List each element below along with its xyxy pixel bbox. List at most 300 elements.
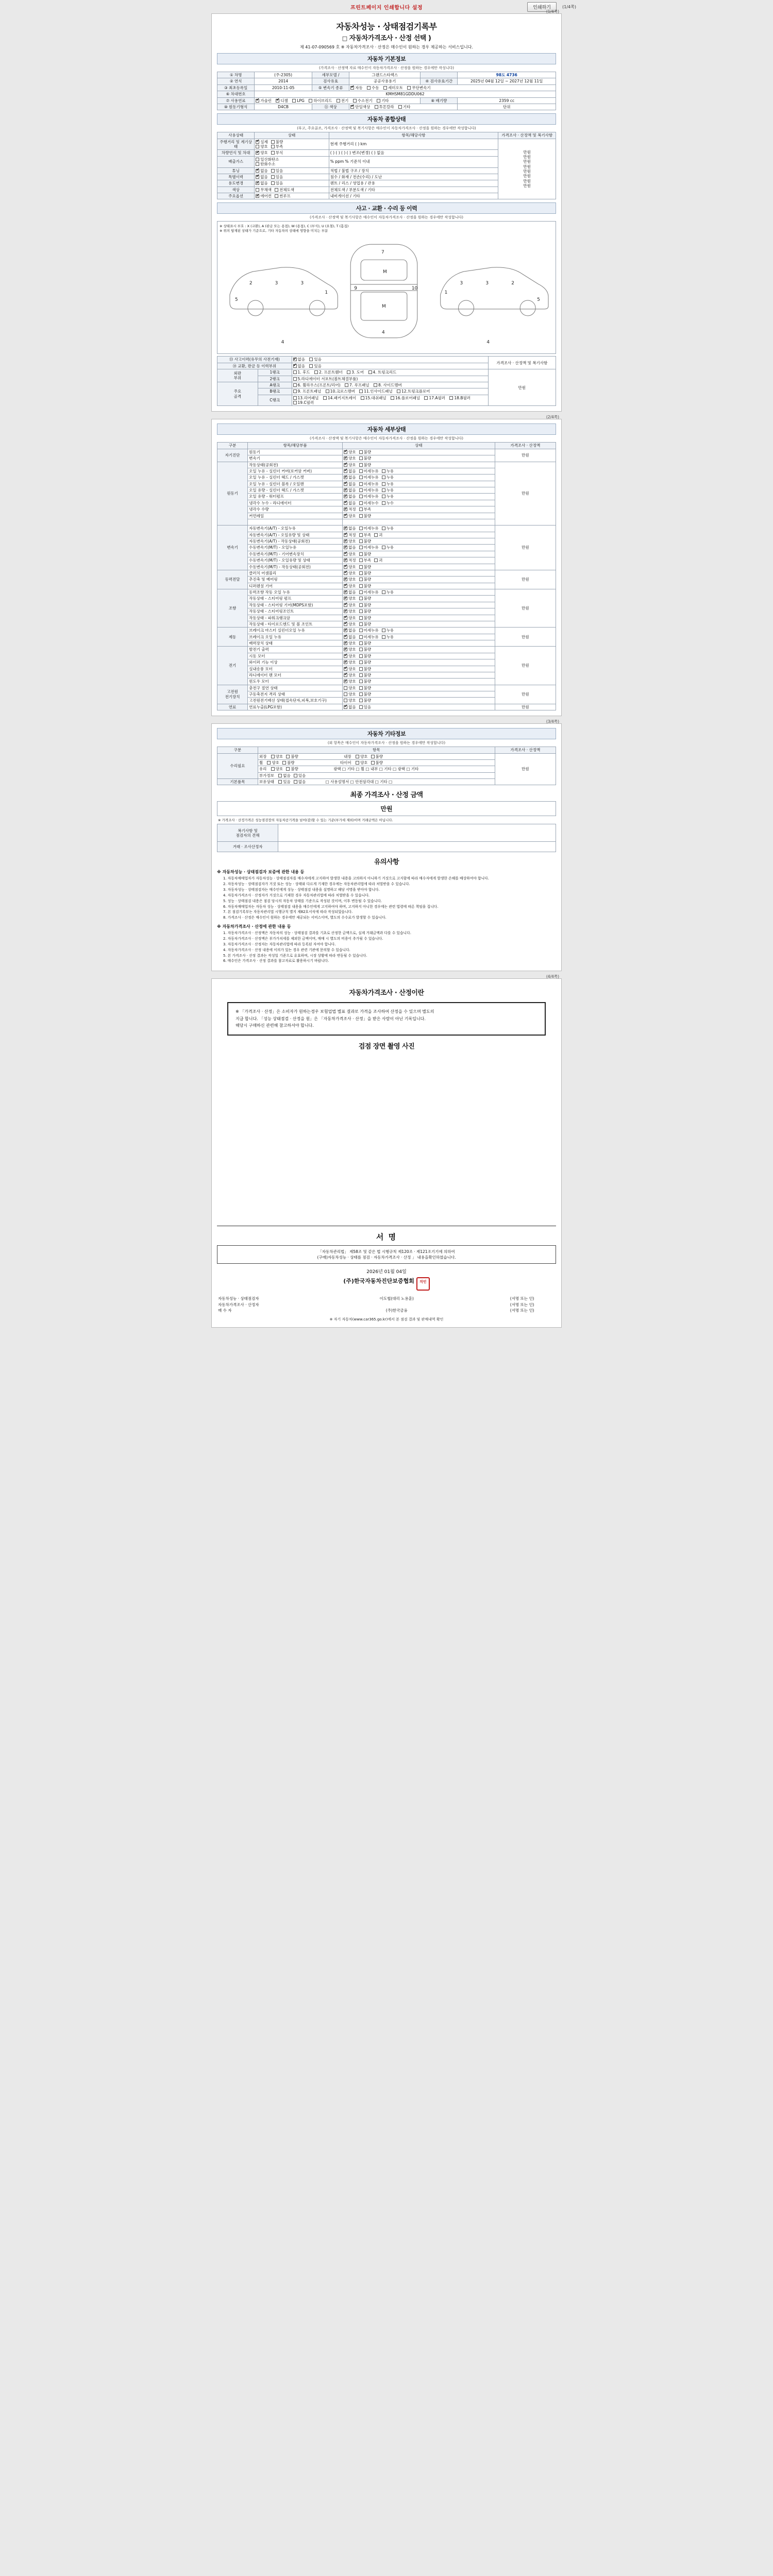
fuel-opt-hybrid[interactable]: 하이브리드 [309, 98, 332, 103]
frame-trunk-floor[interactable]: 12.트렁크플로어 [397, 389, 430, 394]
company-stamp-icon: 직인 [416, 1277, 430, 1291]
table-row [217, 91, 556, 97]
frame-package-tray[interactable]: 14.패키지트레이 [323, 396, 356, 400]
opt-leak[interactable]: 누유 [382, 628, 394, 633]
row-state-usechange [255, 180, 329, 187]
regdate-label: ③ 최초등록일 [217, 84, 255, 91]
frame-cross-member[interactable]: 10.크로스멤버 [326, 389, 355, 394]
etc-label-interior: 내장 [344, 754, 351, 759]
crash-history-label: ⑬ 사고이력(유무의 사전기재) [217, 357, 292, 363]
svg-text:3: 3 [485, 281, 489, 286]
opt-good[interactable]: 양호 [267, 760, 279, 765]
item-oil-amount: 오일 유량 - 실린더 헤드 / 가스켓 [248, 487, 343, 494]
opt-minor[interactable]: 미세누유 [359, 482, 379, 486]
opt-good[interactable]: ✔ 양호 [344, 571, 356, 575]
overall-table [217, 132, 556, 199]
fuel-opt-ev[interactable]: 전기 [337, 98, 349, 103]
opt-bad2[interactable]: 불량 [371, 754, 383, 759]
opt-minor[interactable]: 미세누수 [359, 501, 379, 505]
opt-bad[interactable]: 불량 [359, 603, 372, 607]
opt-good[interactable]: ✔ 양호 [344, 609, 356, 614]
opt-bad[interactable]: 불량 [282, 760, 295, 765]
item-at-leak: 자동변속기(A/T) - 오일누유 [248, 526, 343, 532]
opt-full[interactable]: 전체도색 [275, 188, 294, 192]
opt-leak[interactable]: 누유 [382, 545, 394, 550]
group-transmission: 변속기 [217, 526, 248, 570]
opt-bad[interactable]: 불량 [359, 565, 372, 569]
opt-good[interactable]: ✔ 양호 [344, 641, 356, 646]
opt-bad[interactable]: 불량 [359, 622, 372, 626]
opt-ok[interactable]: ✔ 적정 [344, 558, 356, 563]
opt-bad[interactable]: 불량 [359, 552, 372, 556]
state-power-crank-arm [343, 615, 495, 621]
usecheck-sub: 공공사용용기 [349, 78, 421, 84]
signature-footer: ※ 자기 자동차(www.car365.go.kr)에서 본 점검 결과 및 판매내역 확인 [329, 1317, 444, 1321]
signature-table [217, 1296, 556, 1313]
sig-label-appraiser: 자동차가격조사 · 산정자 [218, 1302, 259, 1307]
frame-roof[interactable]: 7. 루프패널 [345, 383, 369, 387]
opt-good[interactable]: 양호 [271, 754, 283, 759]
opt-bad[interactable]: 불량 [359, 463, 372, 467]
opt-good[interactable]: ✔ 양호 [344, 660, 356, 665]
opt-none[interactable]: 없음 [294, 779, 306, 784]
row-label-color: 색상 [217, 187, 255, 193]
opt-good[interactable]: ✔ 양호 [344, 603, 356, 607]
item-window-motor: 윈도우 모터 [248, 679, 343, 685]
item-tie-rod: 작동상태 - 타이로드엔드 및 볼 조인트 [248, 621, 343, 627]
opt-none[interactable]: ✔ 없음 [293, 357, 306, 362]
item-steering-gear: 작동상태 - 스티어링 기어(MDPS포함) [248, 602, 343, 608]
panel-trunk-lid[interactable]: 4. 트렁크리드 [368, 370, 397, 375]
opt-bad2[interactable]: 불량 [371, 760, 383, 765]
opt-none[interactable]: ✔ 없음 [344, 494, 356, 499]
row-detail-emission: % ppm % 기준치 이내 [329, 156, 498, 167]
fuel-opt-gasoline[interactable]: ✔ 가솔린 [256, 98, 272, 103]
opt-co[interactable]: 일산화탄소 [256, 157, 279, 162]
opt-good[interactable]: ✔ 양호 [256, 150, 268, 155]
opt-bad[interactable]: 불량 [359, 514, 372, 518]
opt-short[interactable]: 부족 [359, 533, 372, 537]
item-trans-diag: 변속기 [248, 455, 343, 462]
opt-leak[interactable]: 누유 [382, 494, 394, 499]
disp-value: 2359 cc [458, 97, 556, 104]
opt-none[interactable]: 무채색 [256, 188, 272, 192]
frame-c-pillar[interactable]: 19.C필러 [293, 400, 314, 405]
opt-bad[interactable]: 불량 [359, 539, 372, 544]
state-radiator [343, 500, 495, 506]
opt-minor[interactable]: 미세누유 [359, 494, 379, 499]
opt-bad[interactable]: 불량 [271, 140, 283, 144]
diagram-legend-2: ※ 위의 탑재된 상태가 기준으로, 기타 자동차의 상태에 영향을 미치는 부분 [220, 229, 328, 233]
opt-good2[interactable]: 양호 [356, 754, 368, 759]
opt-bad[interactable]: 괴 [374, 558, 382, 563]
opt-bad[interactable]: 불량 [359, 596, 372, 601]
opt-none[interactable]: ✔ 없음 [344, 628, 356, 633]
opt-bad[interactable]: 불량 [359, 667, 372, 671]
rank-c-items [292, 395, 488, 406]
state-power-steering-leak [343, 589, 495, 596]
plate-label [421, 72, 458, 78]
row-state-color [255, 187, 329, 193]
th-usestate: 사용상태 [217, 132, 255, 139]
opt-good[interactable]: ✔ 양호 [344, 584, 356, 588]
transmission-opt-semi[interactable]: 세미오토 [383, 86, 403, 90]
opt-none[interactable]: ✔ 없음 [293, 364, 306, 368]
state-master-cylinder [343, 628, 495, 634]
opt-real[interactable]: ✔실제 [256, 140, 268, 144]
opt-none[interactable]: ✔ 없음 [256, 168, 268, 173]
opt-good[interactable]: ✔ 양호 [344, 654, 356, 658]
th-etc-item: 항목 [258, 747, 495, 753]
carname-label: ① 차명 [217, 72, 255, 78]
opt-good[interactable]: 양호 [271, 767, 283, 771]
terms-title: 유의사항 [374, 858, 399, 867]
opt-sunroof[interactable]: 썬루프 [275, 194, 291, 198]
sig-suffix-buyer[interactable]: (서명 또는 인) [510, 1308, 534, 1313]
panel-front-fender[interactable]: 2. 프론트휀더 [314, 370, 343, 375]
sig-value-inspector: 이도협(대리 노용훈) [379, 1296, 414, 1301]
opt-none[interactable]: ✔ 없음 [344, 475, 356, 480]
item-engine-diag: 원동기 [248, 449, 343, 455]
opt-exist[interactable]: 있음 [271, 175, 283, 179]
opt-bad[interactable]: 불량 [359, 673, 372, 677]
item-hv-wiring: 고전원전기배선 상태(접속단자,피복,보호기구) [248, 698, 343, 704]
svg-text:1: 1 [444, 290, 448, 296]
opt-leak[interactable]: 누유 [382, 482, 394, 486]
opt-none[interactable]: ✔ 없음 [344, 469, 356, 473]
opt-good[interactable]: ✔ 양호 [344, 577, 356, 582]
transmission-opt-auto[interactable]: ✔ 자동 [350, 86, 363, 90]
page-title: 자동차성능 · 상태점검기록부 [336, 22, 437, 31]
fuel-opt-other[interactable]: 기타 [377, 98, 389, 103]
item-mt-leak: 수동변속기(M/T) - 오일누유 [248, 545, 343, 551]
row-detail-vin: ( ) ( ) ( ) ( ) 변조(변경) ( ) 없음 [329, 150, 498, 156]
opt-minor[interactable]: 미세누유 [359, 590, 379, 595]
list-item: 8. 가격조사 · 산정은 매수인이 원하는 경우에만 제공되는 서비스이며, 별도의 수수료가 발생할 수 있습니다. [223, 916, 386, 920]
mileage-unit: 단위 [458, 104, 556, 110]
opt-bad[interactable]: 불량 [286, 767, 298, 771]
transmission-opt-cvt[interactable]: 무단변속기 [407, 86, 430, 90]
opt-good2[interactable]: 양호 [356, 760, 368, 765]
opt-bad[interactable]: 불량 [359, 641, 372, 646]
list-item: 5. 성능 · 상태점검 내용은 점검 당시의 자동차 상태를 기준으로 작성된 것이며, 이후 변동될 수 있습니다. [223, 899, 382, 903]
list-item: 4. 자동차가격조사 · 산정 내용에 이의가 있는 경우 관련 기관에 문의할 수 있습니다. [223, 947, 350, 952]
opt-good[interactable]: ✔ 양호 [344, 456, 356, 461]
disp-label: ⑧ 배기량 [421, 97, 458, 104]
opt-none[interactable]: ✔ 없음 [344, 590, 356, 595]
table-row [217, 78, 556, 84]
opt-good[interactable]: ✔ 양호 [344, 622, 356, 626]
group-steering: 조향 [217, 589, 248, 628]
frame-rear-panel[interactable]: 13.리어패널 [293, 396, 319, 400]
svg-text:5: 5 [537, 297, 540, 303]
opt-bad[interactable]: 불량 [359, 698, 372, 703]
state-clutch [343, 570, 495, 576]
opt-ok[interactable]: ✔ 적정 [344, 533, 356, 537]
state-mt-gear [343, 551, 495, 557]
table-row [217, 369, 556, 376]
state-rocker-cover [343, 468, 495, 474]
rank-1: 1랭크 [258, 369, 292, 376]
list-item: 3. 자동차성능 · 상태점검자는 매수인에게 성능 · 상태점검 내용을 설명하고 해당 서명을 받아야 합니다. [223, 888, 380, 892]
opt-bad[interactable]: 불량 [359, 609, 372, 614]
opt-bad[interactable]: 불량 [359, 654, 372, 658]
signature-notice [217, 1245, 556, 1264]
table-row [217, 685, 556, 691]
state-head-gasket [343, 474, 495, 481]
group-electric: 전기 [217, 647, 248, 685]
opt-good[interactable]: 양호 [344, 692, 356, 697]
th-price: 가격조사 · 산정액 및 복기사항 [498, 132, 556, 139]
table-row [217, 526, 556, 532]
opt-short[interactable]: 부족 [271, 144, 283, 149]
opt-bad[interactable]: 괴 [374, 533, 382, 537]
opt-none[interactable]: ✔ 없음 [344, 635, 356, 639]
opt-minor[interactable]: 미세누유 [359, 628, 379, 633]
opt-leak[interactable]: 누유 [382, 469, 394, 473]
opt-good[interactable]: ✔ 양호 [344, 552, 356, 556]
fuel-opt-lpg[interactable]: LPG [292, 98, 305, 103]
opt-none[interactable]: ✔ 없음 [344, 482, 356, 486]
opt-none[interactable]: ✔ 없음 [344, 705, 356, 709]
color-opt-two[interactable]: 투톤칼라 [375, 105, 394, 109]
state-hv-wiring [343, 698, 495, 704]
frame-dash-panel[interactable]: 15.대쉬패널 [361, 396, 386, 400]
opt-good[interactable]: ✔ 양호 [344, 596, 356, 601]
plate-value: 98도 4736 [458, 72, 556, 78]
state-oil-amount [343, 487, 495, 494]
panel-hood[interactable]: 1. 후드 [293, 370, 310, 375]
frame-b-pillar[interactable]: 18.B필러 [449, 396, 470, 400]
opt-good[interactable]: 양호 [256, 144, 268, 149]
crash-history-options [292, 357, 488, 363]
signature-company: (주)한국자동차진단보증협회 직인 [217, 1277, 556, 1291]
row-state-special [255, 174, 329, 180]
opt-leak[interactable]: 누유 [382, 475, 394, 480]
opt-leak[interactable]: 누유 [382, 488, 394, 493]
table-row [217, 824, 556, 842]
sig-suffix-appraiser[interactable]: (서명 또는 인) [510, 1302, 534, 1307]
price-survey-title: 자동차가격조사 · 산정이란 [349, 989, 424, 997]
page-indicator: (1/4쪽) [562, 5, 576, 9]
opt-hc[interactable]: 탄화수소 [256, 162, 275, 166]
accident-title: 사고 · 교환 · 수리 등 이력 [217, 202, 556, 214]
rank-b: B랭크 [258, 388, 292, 395]
table-header-row [217, 132, 556, 139]
vin-label: ⑥ 차대번호 [217, 91, 255, 97]
frame-side-member[interactable]: 8. 사이드멤버 [374, 383, 402, 387]
opt-corrosion[interactable]: 부식 [271, 150, 283, 155]
opt-none[interactable]: ✔ 없음 [256, 181, 268, 185]
opt-good[interactable]: ✔ 양호 [344, 679, 356, 684]
th-etc-price: 가격조사 · 산정액 [495, 747, 556, 753]
item-steering-joint: 작동상태 - 스티어링조인트 [248, 608, 343, 615]
opt-bad[interactable]: 불량 [359, 584, 372, 588]
price-fuel: 만원 [495, 704, 556, 710]
warn-line-3: 해당시 구매하신 관련해 참고하셔야 합니다. [236, 1023, 314, 1028]
opt-good[interactable]: ✔ 양호 [344, 450, 356, 454]
opt-exist[interactable]: 있음 [278, 779, 291, 784]
table-row [217, 84, 556, 91]
rank-c: C랭크 [258, 395, 292, 406]
opt-exist[interactable]: 있음 [359, 705, 372, 709]
diagram-canvas [220, 233, 553, 351]
frame-front-panel[interactable]: 9. 프론트패널 [293, 389, 322, 394]
print-button[interactable]: 인쇄하기 [527, 2, 557, 12]
opt-short[interactable]: 부족 [359, 507, 372, 512]
opt-none[interactable]: ✔ 없음 [344, 501, 356, 505]
item-blower-motor: 실내송풍 모터 [248, 666, 343, 672]
th-items: 항목/해당사항 [329, 132, 498, 139]
opt-bad[interactable]: 불량 [359, 660, 372, 665]
opt-good[interactable]: ✔ 양호 [344, 514, 356, 518]
frame-wheelhouse[interactable]: 6. 휠하우스(프론트/리어) [293, 383, 341, 387]
opt-good[interactable]: ✔ 양호 [344, 616, 356, 620]
list-item: 1. 자동차가격조사 · 산정액은 자동차의 성능 · 상태점검 결과를 기초로 산정한 금액으로, 실제 거래금액과 다를 수 있습니다. [223, 931, 411, 936]
table-row [217, 704, 556, 710]
state-steering-pump [343, 596, 495, 602]
table-row [217, 1308, 556, 1313]
opt-none[interactable]: ✔ 없음 [344, 545, 356, 550]
state-tie-rod [343, 621, 495, 627]
opt-good[interactable]: ✔ 양호 [344, 673, 356, 677]
group-fuel: 연료 [217, 704, 248, 710]
terms-head-2: ※ 자동차가격조사 · 산정에 관한 내용 등 [217, 924, 291, 929]
panel-radiator-support[interactable]: 5.라디에이터 서포트(볼트체결부품) [293, 377, 358, 381]
remarks-value[interactable] [278, 824, 556, 842]
opt-exist[interactable]: 있음 [271, 181, 283, 185]
opt-short[interactable]: 부족 [359, 558, 372, 563]
item-at-oil: 자동변속기(A/T) - 오일유량 및 상태 [248, 532, 343, 538]
state-alternator [343, 647, 495, 653]
exchange-history-options [292, 363, 488, 369]
opt-leak[interactable]: 누유 [382, 526, 394, 531]
opt-leak[interactable]: 누유 [382, 590, 394, 595]
etc-label-manual: □ 사용설명서 □ 안전삼각대 □ 기타 □ [325, 779, 393, 784]
opt-minor[interactable]: 미세누유 [359, 469, 379, 473]
color-opt-single[interactable]: ✔ 단일색상 [350, 105, 370, 109]
sig-suffix-inspector[interactable]: (서명 또는 인) [510, 1296, 534, 1301]
svg-text:3: 3 [300, 281, 304, 286]
panel-door[interactable]: 3. 도어 [347, 370, 364, 375]
basic-info-table [217, 72, 556, 110]
frame-a-pillar[interactable]: 17.A필러 [424, 396, 445, 400]
opt-good[interactable]: ✔ 양호 [344, 565, 356, 569]
item-master-cylinder: 브레이크 마스터 실린더오일 누유 [248, 628, 343, 634]
etc-row-exterior [258, 753, 495, 759]
item-mt-idle: 수동변속기(M/T) - 작동상태(공회전) [248, 564, 343, 570]
opt-bad[interactable]: 불량 [359, 679, 372, 684]
state-mt-idle [343, 564, 495, 570]
opt-minor[interactable]: 미세누유 [359, 488, 379, 493]
color-options [349, 104, 458, 110]
etc-label-tire: 타이어 [340, 760, 351, 765]
price-steering: 만원 [495, 589, 556, 628]
transmission-options [349, 84, 556, 91]
signature-date: 2026년 01월 04일 [366, 1269, 407, 1275]
opt-leak[interactable]: 누유 [382, 635, 394, 639]
item-differential: 디퍼렌셜 기어 [248, 583, 343, 589]
opt-exist[interactable]: 있음 [309, 364, 322, 368]
opt-none[interactable]: ✔ 없음 [256, 175, 268, 179]
frame-floor-panel[interactable]: 16.플로어패널 [391, 396, 420, 400]
opt-none[interactable]: ✔ 없음 [344, 488, 356, 493]
item-clutch: 클러치 어셈블리 [248, 570, 343, 576]
opt-bad[interactable]: 불량 [359, 686, 372, 690]
page-1 [211, 9, 562, 412]
opt-bad[interactable]: 불량 [359, 456, 372, 461]
opt-minor[interactable]: 미세누유 [359, 526, 379, 531]
price-electric: 만원 [495, 647, 556, 685]
opt-good[interactable]: ✔ 양호 [344, 667, 356, 671]
terms-head-1: ※ 자동차성능 · 상태점검자 보증에 관한 내용 등 [217, 870, 305, 875]
accident-table [217, 356, 556, 406]
opt-good[interactable]: ✔ 양호 [344, 539, 356, 544]
state-engine-extra [343, 519, 495, 525]
fuel-opt-h2[interactable]: 수소전기 [353, 98, 373, 103]
opt-good[interactable]: 양호 [344, 698, 356, 703]
item-water-pump: 오일 유량 - 워터펌프 [248, 494, 343, 500]
opt-exist[interactable]: 있음 [271, 168, 283, 173]
opt-bad[interactable]: 불량 [359, 450, 372, 454]
table-row [217, 1296, 556, 1301]
opt-bad[interactable]: 불량 [359, 571, 372, 575]
vin-value: KMHSM81GDDU062 [255, 91, 556, 97]
opt-ok[interactable]: ✔ 적정 [344, 507, 356, 512]
transmission-opt-manual[interactable]: 수동 [367, 86, 379, 90]
item-steering-pump: 작동상태 - 스티어링 펌프 [248, 596, 343, 602]
frame-inside-panel[interactable]: 11.인사이드패널 [359, 389, 392, 394]
opt-leak[interactable]: 누수 [382, 501, 394, 505]
opt-none[interactable]: 없음 [278, 773, 291, 778]
detail-table [217, 442, 556, 710]
opt-bad[interactable]: 불량 [359, 577, 372, 582]
opt-bad[interactable]: 불량 [286, 754, 298, 759]
price-engine: 만원 [495, 462, 556, 526]
opt-exist[interactable]: 있음 [294, 773, 306, 778]
fuel-opt-diesel[interactable]: ✔ 디젤 [276, 98, 288, 103]
etc-label-glass: 유리 [259, 767, 267, 772]
color-opt-other[interactable]: 기타 [398, 105, 411, 109]
row-state-tuning [255, 167, 329, 174]
opt-minor[interactable]: 미세누유 [359, 545, 379, 550]
price-survey-warning [227, 1002, 546, 1036]
opt-minor[interactable]: 미세누유 [359, 635, 379, 639]
opt-bad[interactable]: 불량 [359, 616, 372, 620]
opt-bad[interactable]: 불량 [359, 647, 372, 652]
state-water-pump [343, 494, 495, 500]
table-header-row [217, 443, 556, 449]
opt-good[interactable]: 양호 [344, 686, 356, 690]
signature-notice-line-2: (구매)자동차성능 · 상태를 점검 · 자동차가격조사 · 산정 」 내용을확인하였습니다. [317, 1255, 456, 1260]
row-state-emission [255, 156, 329, 167]
sig-label-inspector: 자동차성능 · 상태점검자 [218, 1296, 259, 1301]
opt-none[interactable]: ✔ 없음 [344, 526, 356, 531]
state-engine-diag [343, 449, 495, 455]
subtitle-checkbox[interactable]: □ [342, 35, 347, 42]
state-mt-oil [343, 557, 495, 564]
opt-bad[interactable]: 불량 [359, 692, 372, 697]
opt-aircon[interactable]: ✔ 에어컨 [256, 194, 272, 198]
row-label-special: 특별이력 [217, 174, 255, 180]
state-radiator-fan [343, 672, 495, 678]
opt-minor[interactable]: 미세누유 [359, 475, 379, 480]
opt-exist[interactable]: 있음 [309, 357, 322, 362]
opt-good[interactable]: ✔ 양호 [344, 463, 356, 467]
opt-good[interactable]: ✔ 양호 [344, 647, 356, 652]
svg-text:M: M [382, 304, 386, 310]
inspector-value[interactable] [278, 842, 556, 852]
